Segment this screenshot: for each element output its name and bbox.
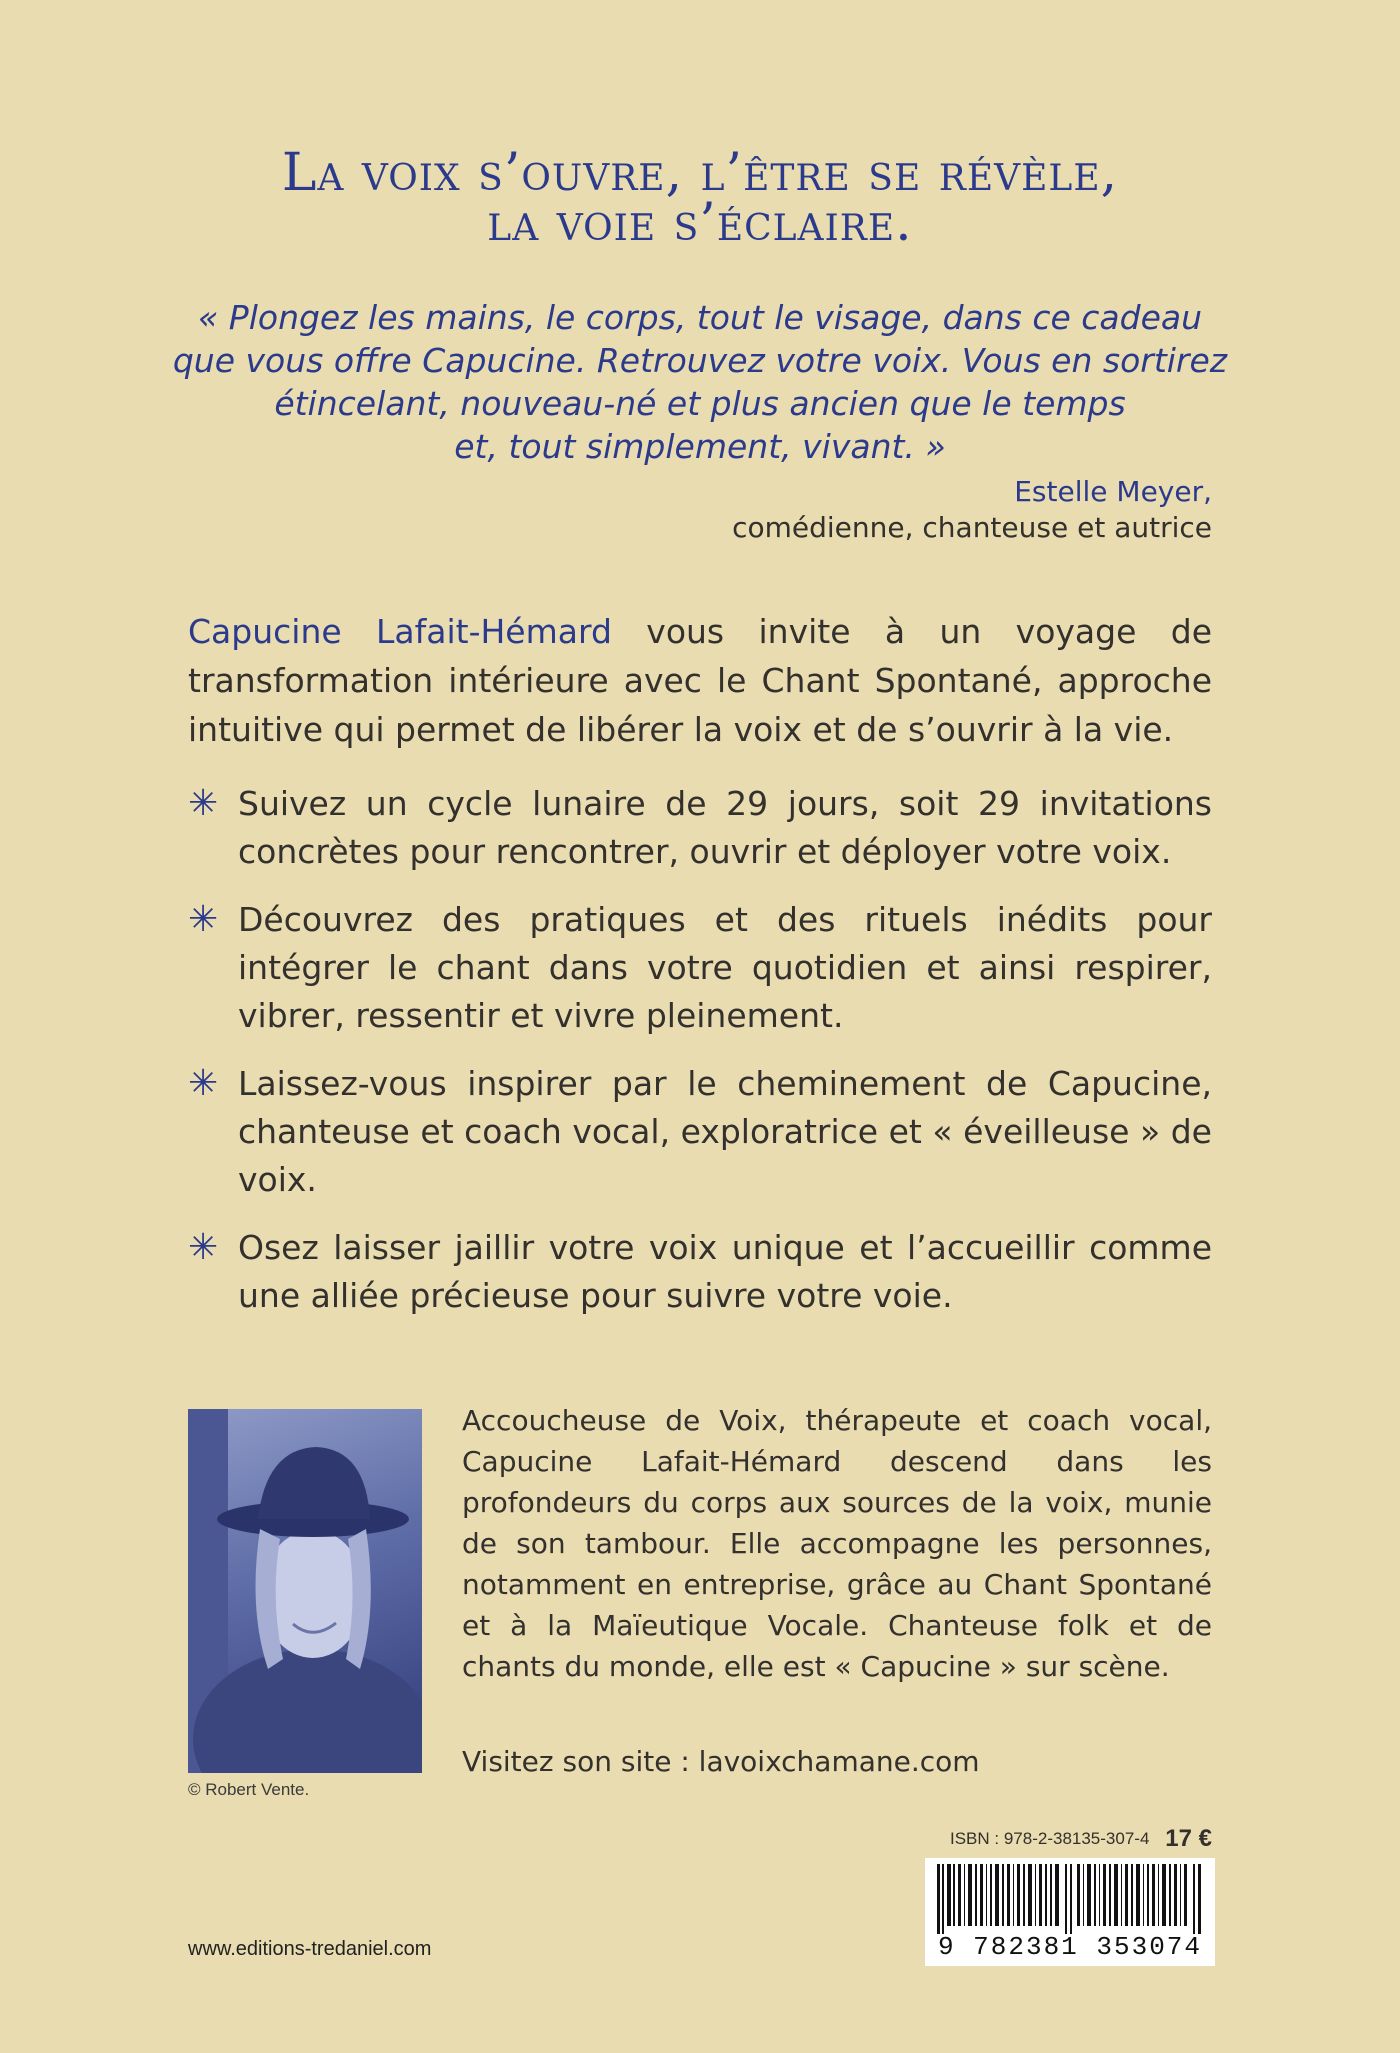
asterisk-icon: ✳ <box>188 783 219 824</box>
author-portrait-illustration <box>188 1409 422 1773</box>
feature-list <box>188 780 1212 1340</box>
quote-line: et, tout simplement, vivant. » <box>454 427 946 466</box>
intro-text: vous invite à un voyage de transformation intérieure avec le Chant Spontané, approche intuitive qui permet de libérer la voix et de s’ouvrir à la vie. <box>188 612 1213 749</box>
quote-line: que vous offre Capucine. Retrouvez votre voix. Vous en sortirez <box>172 341 1228 380</box>
photo-credit: © Robert Vente. <box>188 1780 310 1799</box>
isbn-price-row <box>950 1825 1212 1852</box>
list-item: ✳ Laissez-vous inspirer par le cheminement de Capucine, chanteuse et coach vocal, exploratrice et « éveilleuse » de voix. <box>188 1060 1212 1204</box>
asterisk-icon: ✳ <box>188 1227 219 1268</box>
barcode-digits: 9 782381 353074 <box>937 1932 1203 1962</box>
barcode <box>925 1858 1215 1966</box>
asterisk-icon: ✳ <box>188 899 219 940</box>
author-website: Visitez son site : lavoixchamane.com <box>462 1745 980 1778</box>
author-bio: Accoucheuse de Voix, thérapeute et coach vocal, Capucine Lafait-Hémard descend dans les profondeurs du corps aux sources de la voix, munie de son tambour. Elle accompagne les personnes, notamment en entreprise, grâce au Chant Spontané et à la Maïeutique Vocale. Chanteuse folk et de chants du monde, elle est « Capucine » sur scène. <box>462 1404 1212 1683</box>
headline-line-1: La voix s’ouvre, l’être se révèle, <box>281 143 1119 203</box>
price: 17 € <box>1165 1825 1212 1852</box>
list-item: ✳ Découvrez des pratiques et des rituels inédits pour intégrer le chant dans votre quotidien et ainsi respirer, vibrer, ressentir et vivre pleinement. <box>188 896 1212 1040</box>
asterisk-icon: ✳ <box>188 1063 219 1104</box>
list-item: ✳ Osez laisser jaillir votre voix unique et l’accueillir comme une alliée précieuse pour suivre votre voie. <box>188 1224 1212 1320</box>
quote-author: Estelle Meyer, <box>1014 475 1212 508</box>
author-name: Capucine Lafait-Hémard <box>188 612 612 651</box>
barcode-bars <box>937 1864 1203 1934</box>
testimonial-quote <box>150 296 1250 468</box>
isbn: ISBN : 978-2-38135-307-4 <box>950 1829 1150 1848</box>
quote-author-role: comédienne, chanteuse et autrice <box>732 511 1212 544</box>
author-photo <box>188 1409 422 1773</box>
quote-line: étincelant, nouveau-né et plus ancien que le temps <box>274 384 1126 423</box>
publisher-website[interactable]: www.editions-tredaniel.com <box>188 1938 432 1960</box>
quote-line: « Plongez les mains, le corps, tout le visage, dans ce cadeau <box>197 298 1203 337</box>
quote-attribution <box>732 474 1212 546</box>
intro-paragraph <box>188 607 1212 754</box>
list-item: ✳ Suivez un cycle lunaire de 29 jours, soit 29 invitations concrètes pour rencontrer, ouvrir et déployer votre voix. <box>188 780 1212 876</box>
headline-line-2: la voie s’éclaire. <box>487 193 913 253</box>
